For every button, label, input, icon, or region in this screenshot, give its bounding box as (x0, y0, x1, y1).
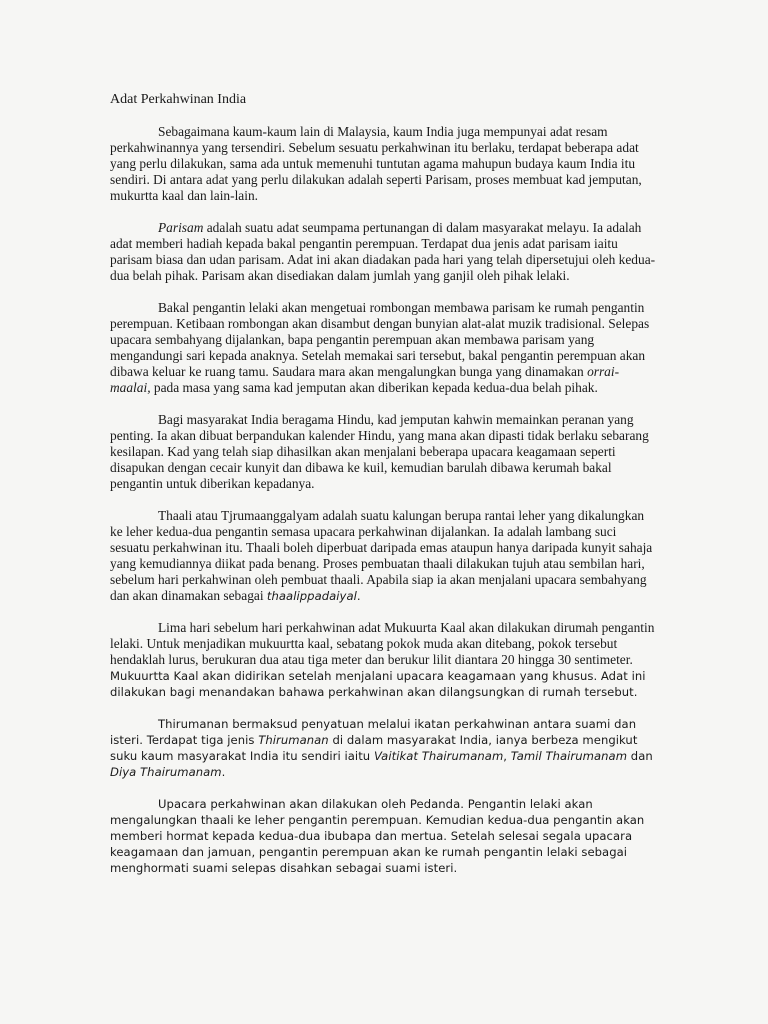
italic-term-diya: Diya Thairumanam (110, 765, 222, 779)
paragraph-text: Thirumanan bermaksud penyatuan melalui ikatan perkahwinan antara suami dan isteri. Terdapat tiga jenis (110, 717, 637, 747)
paragraph-thaali (110, 508, 658, 604)
paragraph-parisam (110, 220, 658, 284)
paragraph-intro (110, 124, 658, 204)
paragraph-mukuurta-kaal (110, 620, 658, 700)
paragraph-text: Lima hari sebelum hari perkahwinan adat Mukuurta Kaal akan dilakukan dirumah pengantin lelaki. Untuk menjadikan mukuurtta kaal, sebatang pokok muda akan ditebang, pokok tersebut hendaklah lurus, berukuran dua atau tiga meter dan berukur lilit diantara 20 hingga 30 sentimeter. (110, 620, 655, 667)
paragraph-text-sans: Mukuurtta Kaal akan didirikan setelah menjalani upacara keagamaan yang khusus. Adat ini dilakukan bagi menandakan bahawa perkahwinan akan dilangsungkan di rumah tersebut. (110, 669, 646, 699)
paragraph-text: dan (627, 749, 653, 763)
paragraph-text: Thaali atau Tjrumaanggalyam adalah suatu kalungan berupa rantai leher yang dikalungkan ke leher kedua-dua pengantin semasa upacara perkahwinan dijalankan. Ia adalah lambang suci sesuatu perkahwinan itu. Thaali boleh diperbuat daripada emas ataupun hanya daripada kunyit sahaja yang kemudiannya diikat pada benang. Proses pembuatan thaali dilakukan tujuh atau sembilan hari, sebelum hari perkahwinan oleh pembuat thaali. Apabila siap ia akan menjalani upacara sembahyang dan akan dinamakan sebagai (110, 508, 653, 603)
italic-term-orrai-maalai: orrai-maalai, (110, 364, 620, 395)
italic-term-thirumanan: Thirumanan (258, 733, 329, 747)
italic-term-tamil: Tamil Thairumanam (510, 749, 628, 763)
document-title: Adat Perkahwinan India (110, 92, 247, 107)
paragraph-text: , (503, 749, 511, 763)
paragraph-text: . (221, 765, 226, 779)
italic-term-thaalippadaiyal: thaalippadaiyal (266, 589, 357, 603)
paragraph-text: Bagi masyarakat India beragama Hindu, kad jemputan kahwin memainkan peranan yang penting. Ia akan dibuat berpandukan kalender Hindu, yang mana akan dipasti tidak berlaku sebarang kesilapan. Kad yang telah siap dihasilkan akan menjalani beberapa upacara keagamaan seperti disapukan dengan cecair kunyit dan dibawa ke kuil, kemudian barulah dibawa kerumah bakal pengantin untuk diberikan kepadanya. (110, 412, 649, 491)
italic-term-vaitikat: Vaitikat Thairumanam (373, 749, 504, 763)
paragraph-text: Sebagaimana kaum-kaum lain di Malaysia, kaum India juga mempunyai adat resam perkahwinannya yang tersendiri. Sebelum sesuatu perkahwinan itu berlaku, terdapat beberapa adat yang perlu dilakukan, sama ada untuk memenuhi tuntutan agama mahupun budaya kaum India itu sendiri. Di antara adat yang perlu dilakukan adalah seperti Parisam, proses membuat kad jemputan, mukurtta kaal dan lain-lain. (110, 124, 642, 203)
paragraph-text: Bakal pengantin lelaki akan mengetuai rombongan membawa parisam ke rumah pengantin perempuan. Ketibaan rombongan akan disambut dengan bunyian alat-alat muzik tradisional. Selepas upacara sembahyang dijalankan, bapa pengantin perempuan akan membawa parisam yang mengandungi sari kepada anaknya. Setelah memakai sari tersebut, bakal pengantin perempuan akan dibawa keluar ke ruang tamu. Saudara mara akan mengalungkan bunga yang dinamakan (110, 300, 650, 379)
paragraph-kad-jemputan (110, 412, 658, 492)
italic-term-parisam: Parisam (158, 220, 204, 235)
paragraph-thirumanan (110, 716, 658, 780)
paragraph-upacara (110, 796, 658, 876)
paragraph-text: . (356, 589, 361, 603)
paragraph-text: pada masa yang sama kad jemputan akan diberikan kepada kedua-dua belah pihak. (150, 380, 598, 395)
paragraph-text: adalah suatu adat seumpama pertunangan di dalam masyarakat melayu. Ia adalah adat memberi hadiah kepada bakal pengantin perempuan. Terdapat dua jenis adat parisam iaitu parisam biasa dan udan parisam. Adat ini akan diadakan pada hari yang telah dipersetujui oleh kedua-dua belah pihak. Parisam akan disediakan dalam jumlah yang ganjil oleh pihak lelaki. (110, 220, 656, 283)
paragraph-text: Upacara perkahwinan akan dilakukan oleh Pedanda. Pengantin lelaki akan mengalungkan thaali ke leher pengantin perempuan. Kemudian kedua-dua pengantin akan memberi hormat kepada kedua-dua ibubapa dan mertua. Setelah selesai segala upacara keagamaan dan jamuan, pengantin perempuan akan ke rumah pengantin lelaki sebagai menghormati suami selepas disahkan sebagai suami isteri. (110, 797, 645, 875)
paragraph-text: di dalam masyarakat India, ianya berbeza mengikut suku kaum masyarakat India itu sendiri iaitu (110, 733, 638, 763)
paragraph-rombongan (110, 300, 658, 396)
